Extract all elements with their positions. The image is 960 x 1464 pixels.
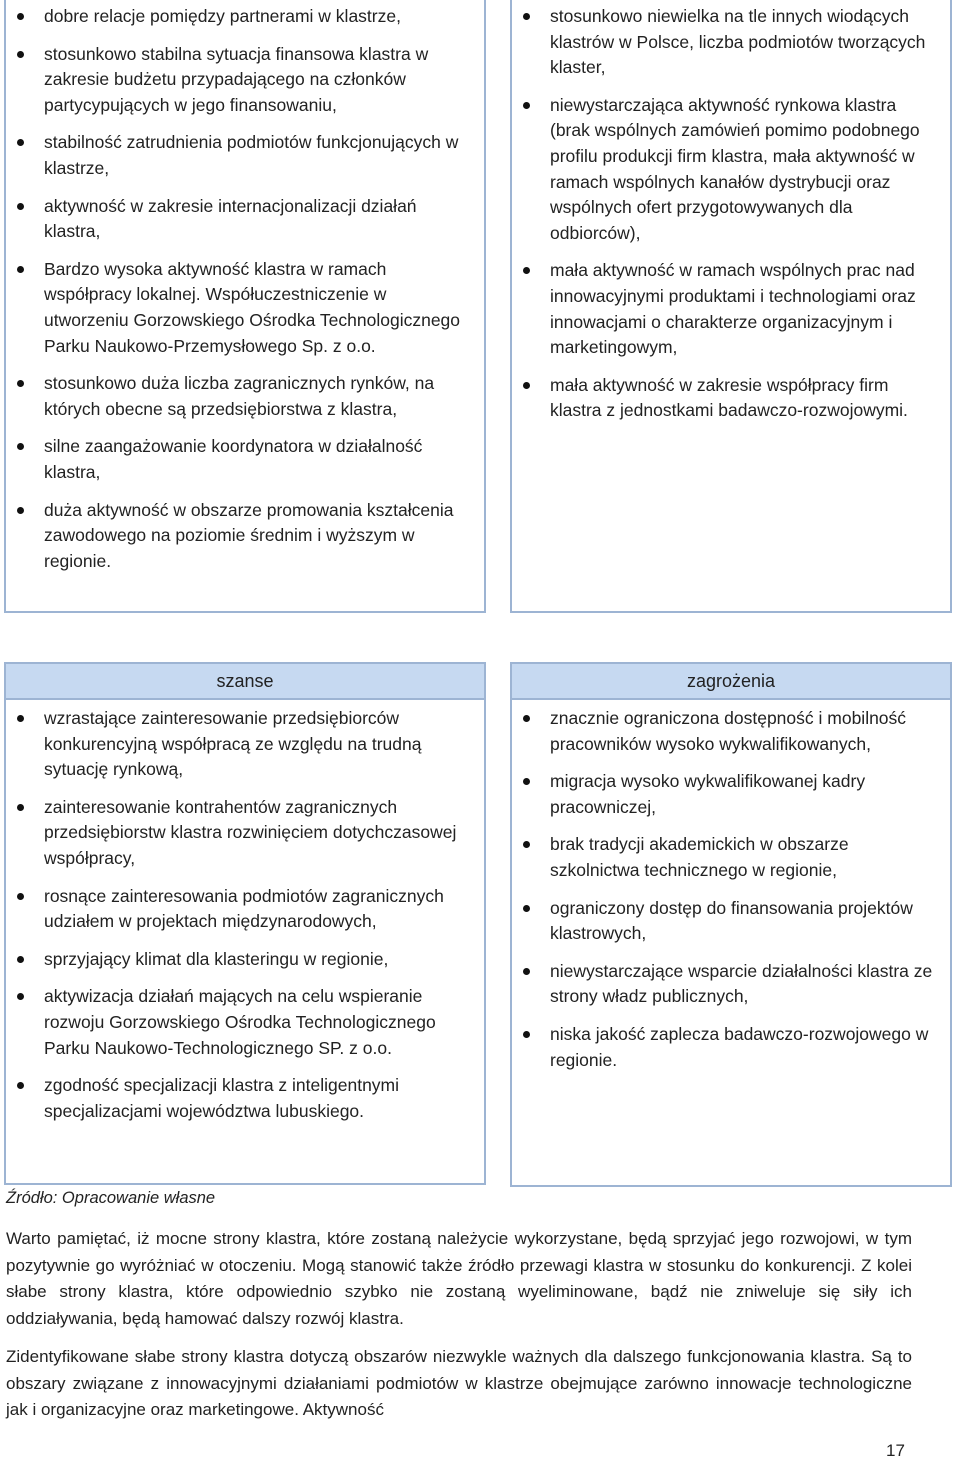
list-item — [512, 769, 950, 820]
bullet-icon — [17, 893, 24, 900]
bullet-icon — [523, 102, 530, 109]
threats-box — [510, 662, 952, 1187]
opportunities-box — [4, 662, 486, 1185]
weaknesses-list — [512, 4, 950, 424]
list-item — [6, 434, 484, 485]
bullet-icon — [523, 841, 530, 848]
list-item — [512, 93, 950, 247]
list-item — [512, 4, 950, 81]
list-item-text: dobre relacje pomiędzy partnerami w klastrze, — [44, 6, 401, 26]
bullet-icon — [17, 443, 24, 450]
bullet-icon — [523, 715, 530, 722]
list-item — [6, 42, 484, 119]
list-item — [6, 947, 484, 973]
list-item-text: duża aktywność w obszarze promowania kształcenia zawodowego na poziomie średnim i wyższym w regionie. — [44, 499, 454, 571]
list-item-text: silne zaangażowanie koordynatora w działalność klastra, — [44, 436, 423, 482]
bullet-icon — [17, 715, 24, 722]
list-item — [6, 257, 484, 359]
opportunities-title: szanse — [6, 664, 484, 700]
bullet-icon — [17, 139, 24, 146]
bullet-icon — [17, 266, 24, 273]
list-item-text: aktywność w zakresie internacjonalizacji działań klastra, — [44, 195, 417, 242]
list-item-text: stosunkowo stabilna sytuacja finansowa klastra w zakresie budżetu przypadającego na członków partycypujących w jego finansowaniu, — [44, 43, 429, 115]
list-item-text: stosunkowo niewielka na tle innych wiodących klastrów w Polsce, liczba podmiotów tworzących klaster, — [550, 6, 926, 78]
bullet-icon — [17, 380, 24, 387]
list-item — [512, 959, 950, 1010]
page-number: 17 — [886, 1441, 905, 1460]
threats-list — [512, 700, 950, 1073]
list-item-text: rosnące zainteresowania podmiotów zagranicznych udziałem w projektach międzynarodowych, — [44, 885, 444, 932]
bullet-icon — [523, 905, 530, 912]
list-item-text: migracja wysoko wykwalifikowanej kadry pracowniczej, — [550, 771, 866, 817]
bullet-icon — [523, 1031, 530, 1038]
list-item-text: niska jakość zaplecza badawczo-rozwojowego w regionie. — [550, 1023, 929, 1070]
bullet-icon — [17, 13, 24, 20]
strengths-list — [6, 4, 484, 574]
bullet-icon — [17, 804, 24, 811]
threats-title: zagrożenia — [512, 664, 950, 700]
bullet-icon — [17, 51, 24, 58]
list-item — [512, 1022, 950, 1073]
list-item-text: stabilność zatrudnienia podmiotów funkcjonujących w klastrze, — [44, 132, 459, 178]
list-item — [512, 258, 950, 360]
paragraph-1: Warto pamiętać, iż mocne strony klastra, które zostaną należycie wykorzystane, będą sprzyjać jego rozwojowi, w tym pozytywnie go wyróżniać w otoczeniu. Mogą stanowić także źródło przewagi klastra w stosunku do konkurencji. Z kolei słabe strony klastra, które odpowiednio szybko nie zostaną wyeliminowane, bądź nie zniweluje się siły ich oddziaływania, będą hamować dalszy rozwój klastra. — [6, 1229, 912, 1328]
list-item — [512, 706, 950, 757]
list-item-text: aktywizacja działań mających na celu wspieranie rozwoju Gorzowskiego Ośrodka Technologicznego Parku Naukowo-Technologicznego SP. z o.o. — [44, 986, 436, 1058]
bullet-icon — [523, 968, 530, 975]
paragraph-2: Zidentyfikowane słabe strony klastra dotyczą obszarów niezwykle ważnych dla dalszego funkcjonowania klastra. Są to obszary związane z innowacyjnymi działaniami podmiotów w klastrze obejmujące zarówno innowacje technologiczne jak i organizacyjne oraz marketingowe. Aktywność — [6, 1347, 912, 1419]
list-item — [6, 795, 484, 872]
list-item-text: Bardzo wysoka aktywność klastra w ramach współpracy lokalnej. Współuczestniczenie w utworzeniu Gorzowskiego Ośrodka Technologicznego Parku Naukowo-Przemysłowego Sp. z o.o. — [44, 258, 461, 356]
list-item-text: znacznie ograniczona dostępność i mobilność pracowników wysoko wykwalifikowanych, — [550, 708, 907, 754]
bullet-icon — [523, 382, 530, 389]
list-item-text: zgodność specjalizacji klastra z inteligentnymi specjalizacjami województwa lubuskiego. — [44, 1075, 400, 1121]
list-item — [512, 896, 950, 947]
list-item-text: sprzyjający klimat dla klasteringu w regionie, — [44, 948, 389, 969]
list-item — [6, 1073, 484, 1124]
list-item-text: stosunkowo duża liczba zagranicznych rynków, na których obecne są przedsiębiorstwa z klastra, — [44, 373, 435, 419]
list-item — [512, 832, 950, 883]
list-item-text: niewystarczająca aktywność rynkowa klastra (brak wspólnych zamówień pomimo podobnego profilu produkcji firm klastra, mała aktywność w ramach wspólnych kanałów dystrybucji oraz wspólnych ofert przygotowywanych dla odbiorców), — [550, 94, 920, 243]
list-item — [6, 984, 484, 1061]
list-item-text: ograniczony dostęp do finansowania projektów klastrowych, — [550, 897, 913, 944]
list-item — [6, 130, 484, 181]
bullet-icon — [17, 956, 24, 963]
weaknesses-box — [510, 0, 952, 613]
list-item — [6, 706, 484, 783]
list-item — [6, 498, 484, 575]
bullet-icon — [17, 993, 24, 1000]
list-item — [6, 4, 484, 30]
opportunities-list — [6, 700, 484, 1124]
list-item-text: mała aktywność w zakresie współpracy firm klastra z jednostkami badawczo-rozwojowymi. — [550, 374, 908, 421]
bullet-icon — [523, 778, 530, 785]
bullet-icon — [523, 13, 530, 20]
source-note: Źródło: Opracowanie własne — [6, 1189, 216, 1207]
bullet-icon — [17, 1082, 24, 1089]
list-item — [6, 371, 484, 422]
bullet-icon — [17, 203, 24, 210]
list-item-text: brak tradycji akademickich w obszarze szkolnictwa technicznego w regionie, — [550, 834, 849, 880]
list-item-text: mała aktywność w ramach wspólnych prac nad innowacyjnymi produktami i technologiami oraz innowacjami o charakterze organizacyjnym i marketingowym, — [550, 260, 916, 358]
list-item — [512, 373, 950, 424]
list-item-text: niewystarczające wsparcie działalności klastra ze strony władz publicznych, — [550, 960, 933, 1007]
list-item — [6, 884, 484, 935]
list-item-text: wzrastające zainteresowanie przedsiębiorców konkurencyjną współpracą ze względu na trudną sytuację rynkową, — [44, 708, 422, 780]
list-item — [6, 194, 484, 245]
strengths-box — [4, 0, 486, 613]
bullet-icon — [523, 267, 530, 274]
bullet-icon — [17, 507, 24, 514]
list-item-text: zainteresowanie kontrahentów zagranicznych przedsiębiorstw klastra rozwinięciem dotychczasowej współpracy, — [44, 796, 457, 868]
